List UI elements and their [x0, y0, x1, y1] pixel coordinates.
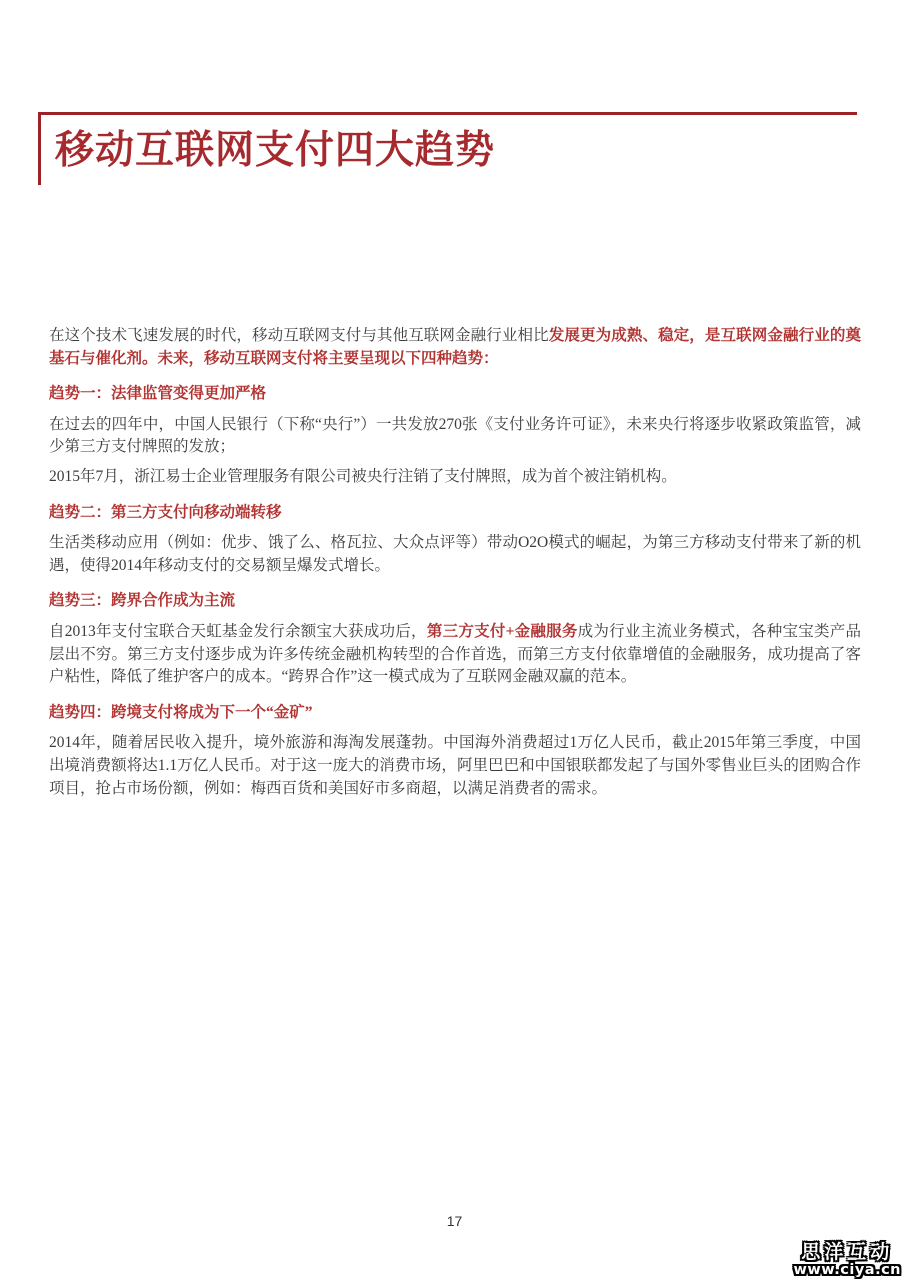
content-body: [49, 325, 861, 807]
body-text: 在过去的四年中，中国人民银行（下称“央行”）一共发放270张《支付业务许可证》，未来央行将逐步收紧政策监管，减少第三方支付牌照的发放；: [49, 415, 861, 456]
section-1-paragraph-1: [49, 414, 861, 459]
watermark: [794, 1242, 902, 1279]
body-text: 在这个技术飞速发展的时代，移动互联网支付与其他互联网金融行业相比: [49, 327, 549, 344]
section-1-paragraph-2: [49, 466, 861, 489]
section-4-paragraph-1: [49, 732, 861, 800]
emphasis-red-text: 第三方支付+金融服务: [426, 622, 578, 640]
section-heading-3: 趋势三：跨界合作成为主流: [49, 592, 236, 610]
section-heading-2: 趋势二：第三方支付向移动端转移: [49, 503, 282, 521]
watermark-url: www.ciya.cn: [793, 1261, 901, 1278]
section-2-paragraph-1: [49, 532, 861, 577]
emphasis-red-text: 发展更为成熟、稳定，是互联网金融行业的奠基石与催化剂。未来，移动互联网支付将主要呈现以下四种趋势：: [49, 327, 861, 367]
page-number: 17: [446, 1213, 463, 1229]
intro-paragraph: [49, 325, 861, 370]
body-text: 自2013年支付宝联合天虹基金发行余额宝大获成功后，: [49, 622, 427, 640]
body-text: 成为行业主流业务模式，各种宝宝类产品层出不穷。第三方支付逐步成为许多传统金融机构转型的合作首选，而第三方支付依靠增值的金融服务，成功提高了客户粘性，降低了维护客户的成本。“跨界合作”这一模式成为了互联网金融双赢的范本。: [49, 622, 861, 686]
body-text: 2015年7月，浙江易士企业管理服务有限公司被央行注销了支付牌照，成为首个被注销机构。: [49, 467, 677, 485]
body-text: 2014年，随着居民收入提升，境外旅游和海淘发展蓬勃。中国海外消费超过1万亿人民币，截止2015年第三季度，中国出境消费额将达1.1万亿人民币。对于这一庞大的消费市场，阿里巴巴和中国银联都发起了与国外零售业巨头的团购合作项目，抢占市场份额，例如：梅西百货和美国好市多商超，以满足消费者的需求。: [49, 734, 861, 797]
section-heading-4: 趋势四：跨境支付将成为下一个“金矿”: [49, 703, 313, 721]
section-heading-1: 趋势一：法律监管变得更加严格: [49, 385, 267, 403]
section-3-paragraph-1: [49, 621, 861, 689]
body-text: 生活类移动应用（例如：优步、饿了么、格瓦拉、大众点评等）带动O2O模式的崛起，为第三方移动支付带来了新的机遇，使得2014年移动支付的交易额呈爆发式增长。: [49, 534, 861, 574]
watermark-brand: 思洋互动: [801, 1241, 894, 1263]
page-title: 移动互联网支付四大趋势: [55, 129, 496, 172]
